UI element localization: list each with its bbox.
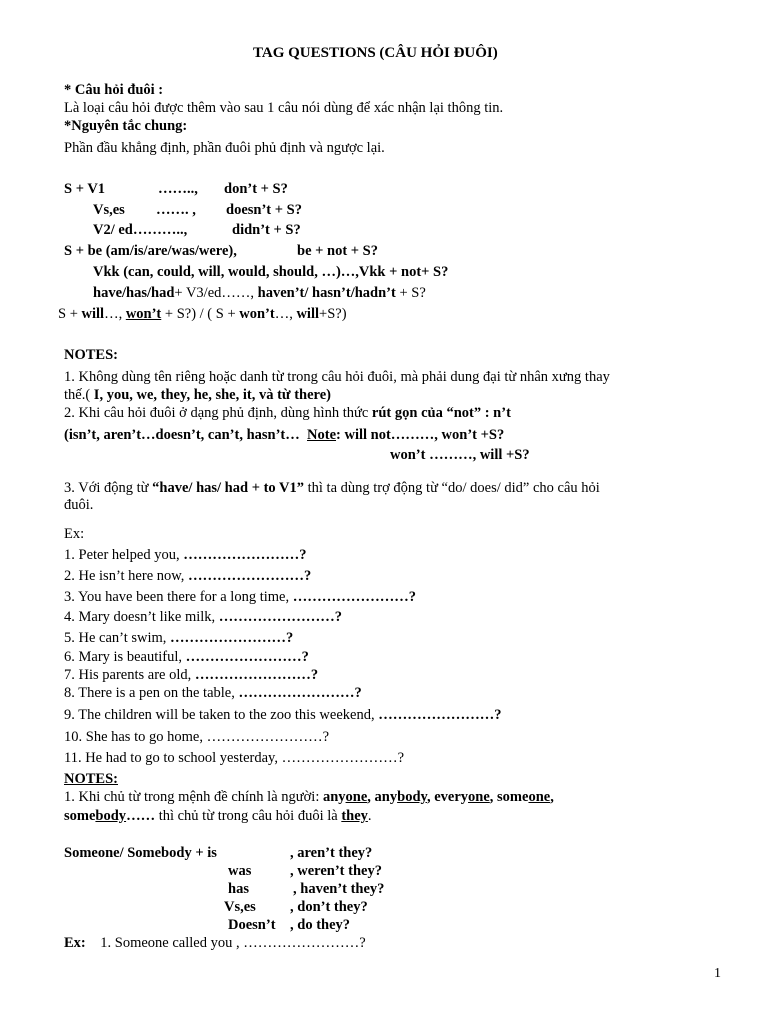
example-item (64, 547, 306, 564)
notes-2-word-underlined: one (468, 789, 490, 805)
notes-2-word: any (322, 789, 346, 805)
last-example-text: 1. Someone called you , (100, 935, 244, 951)
rule-1-subject: S + V1 (64, 181, 106, 197)
notes-2-word-underlined: one (528, 789, 551, 805)
notes-2-word: some (497, 789, 529, 805)
example-item (64, 568, 311, 585)
example-item (64, 667, 318, 684)
example-blank: ……………………? (170, 630, 294, 646)
note-2-contractions: (isn’t, aren’t…doesn’t, can’t, hasn’t… (64, 427, 300, 443)
notes-2-word-underlined: body (95, 808, 127, 824)
rule-5-text: Vkk (can, could, will, would, should, …)…,Vkk + not+ S? (93, 264, 449, 280)
definition-heading: * Câu hỏi đuôi : (64, 82, 164, 98)
page-title: TAG QUESTIONS (CÂU HỎI ĐUÔI) (253, 45, 498, 61)
note-3-bold: “have/ has/ had + to V1” (152, 480, 304, 496)
notes-2-heading: NOTES: (64, 771, 118, 787)
last-example (64, 935, 366, 952)
principle-heading: *Nguyên tắc chung: (64, 118, 188, 134)
example-item (64, 609, 342, 626)
someone-row-4-left: Vs,es (224, 899, 256, 915)
example-text: 7. His parents are old, (64, 667, 195, 683)
rule-6 (93, 285, 426, 302)
someone-row-1-right: , aren’t they? (290, 845, 373, 861)
example-blank: ……………………? (218, 609, 343, 625)
notes-2-word: any (374, 789, 398, 805)
rule-2-subject: Vs,es (93, 202, 125, 218)
rule-7-will: will (81, 306, 105, 322)
rule-7-part: +S?) (319, 306, 347, 322)
rule-6-end: + S? (399, 285, 426, 301)
note-3-text: 3. Với động từ (64, 480, 153, 496)
example-text: 2. He isn’t here now, (64, 568, 189, 584)
example-text: 6. Mary is beautiful, (64, 649, 186, 665)
someone-row-4-right: , don’t they? (290, 899, 368, 915)
rule-6-subject: have/has/had (93, 285, 175, 301)
example-text: 1. Peter helped you, (64, 547, 184, 563)
note-2-text: 2. Khi câu hỏi đuôi ở dạng phủ định, dùng hình thức (64, 405, 372, 421)
example-item (64, 630, 293, 647)
rule-4-tag: be + not + S? (297, 243, 378, 259)
notes-2-sep: , (550, 789, 554, 805)
example-item (64, 707, 501, 724)
rule-7-wont: won’t (125, 306, 162, 322)
example-text: 9. The children will be taken to the zoo this weekend, (64, 707, 379, 723)
note-2-bold: rút gọn của “not” : (371, 405, 490, 421)
note-1-prefix: thế.( (64, 387, 94, 403)
last-example-blank: ……………………? (243, 935, 366, 951)
notes-2-line-1 (64, 789, 554, 806)
notes-2-text: thì chủ từ trong câu hỏi đuôi là (155, 808, 342, 824)
note-1-line-2 (64, 387, 331, 404)
notes-2-period: . (367, 808, 372, 824)
rule-6-tag: haven’t/ hasn’t/hadn’t (257, 285, 396, 301)
example-blank: ……………………? (188, 568, 312, 584)
example-blank: ……………………? (378, 707, 502, 723)
example-item (64, 589, 416, 606)
notes-2-sep: , (489, 789, 498, 805)
note-2-line-2 (64, 427, 504, 444)
notes-2-dots: …… (126, 808, 156, 824)
note-2-will-not: : will not………, won’t +S? (336, 427, 505, 443)
notes-2-word: every (434, 789, 469, 805)
note-2-nt: n’t (489, 405, 511, 421)
page-number: 1 (714, 966, 721, 981)
rule-7-wont-2: won’t (239, 306, 275, 322)
example-blank: ……………………? (281, 750, 405, 766)
example-blank: ……………………? (292, 589, 416, 605)
example-blank: ……………………? (238, 685, 362, 701)
notes-2-word-underlined: body (397, 789, 427, 805)
notes-heading: NOTES: (64, 347, 118, 363)
rule-7-part: + S?) / ( S + (161, 306, 240, 322)
example-text: 10. She has to go home, (64, 729, 207, 745)
example-text: 4. Mary doesn’t like milk, (64, 609, 219, 625)
rule-2-tag: doesn’t + S? (226, 202, 302, 218)
example-text: 11. He had to go to school yesterday, (64, 750, 282, 766)
note-3-line-1 (64, 480, 600, 497)
notes-2-text: 1. Khi chủ từ trong mệnh đề chính là người: (64, 789, 323, 805)
examples-heading: Ex: (64, 526, 85, 542)
rule-1-tag: don’t + S? (224, 181, 288, 197)
example-blank: ……………………? (206, 729, 330, 745)
notes-2-they: they (341, 808, 368, 824)
rule-7-will-2: will (296, 306, 320, 322)
last-example-label: Ex: (64, 935, 86, 951)
someone-row-2-left: was (228, 863, 252, 879)
rule-7-part: …, (104, 306, 126, 322)
example-text: 3. You have been there for a long time, (64, 589, 293, 605)
someone-row-3-left: has (228, 881, 249, 897)
someone-row-5-right: , do they? (290, 917, 351, 933)
note-3-text-2: thì ta dùng trợ động từ “do/ does/ did” cho câu hỏi (304, 480, 600, 496)
definition-text: Là loại câu hỏi được thêm vào sau 1 câu nói dùng để xác nhận lại thông tin. (64, 100, 504, 116)
example-blank: ……………………? (183, 547, 307, 563)
rule-7-part: S + (58, 306, 82, 322)
example-item (64, 729, 329, 746)
rule-4-subject: S + be (am/is/are/was/were), (64, 243, 237, 259)
note-2-line-3: won’t ………, will +S? (390, 447, 530, 463)
note-2-line-1 (64, 405, 511, 422)
note-1-pronouns: I, you, we, they, he, she, it, và từ there) (93, 387, 331, 403)
rule-6-verb: + V3/ed……, (174, 285, 255, 301)
example-item (64, 685, 362, 702)
rule-3-tag: didn’t + S? (232, 222, 301, 238)
notes-2-sep: , (367, 789, 375, 805)
note-2-note-label: Note (307, 427, 337, 443)
someone-row-3-right: , haven’t they? (293, 881, 385, 897)
example-item (64, 750, 404, 767)
note-3-line-2: đuôi. (64, 497, 94, 513)
rule-1-dots: …….., (158, 181, 198, 197)
principle-text: Phần đầu khẳng định, phần đuôi phủ định và ngược lại. (64, 140, 385, 156)
note-1-line-1: 1. Không dùng tên riêng hoặc danh từ trong câu hỏi đuôi, mà phải dung đại từ nhân xưng thay (64, 369, 610, 385)
someone-row-1-left: Someone/ Somebody + is (64, 845, 217, 861)
example-blank: ……………………? (185, 649, 309, 665)
notes-2-word: some (64, 808, 96, 824)
rule-3-subject: V2/ ed……….., (93, 222, 188, 238)
someone-row-2-right: , weren’t they? (290, 863, 382, 879)
notes-2-line-2 (64, 808, 372, 825)
example-blank: ……………………? (194, 667, 319, 683)
rule-7-part: …, (274, 306, 297, 322)
example-item (64, 649, 309, 666)
notes-2-sep: , (426, 789, 435, 805)
rule-2-dots: ……. , (156, 202, 196, 218)
example-text: 8. There is a pen on the table, (64, 685, 239, 701)
notes-2-word-underlined: one (345, 789, 368, 805)
example-text: 5. He can’t swim, (64, 630, 171, 646)
rule-7 (58, 306, 347, 323)
someone-row-5-left: Doesn’t (228, 917, 276, 933)
